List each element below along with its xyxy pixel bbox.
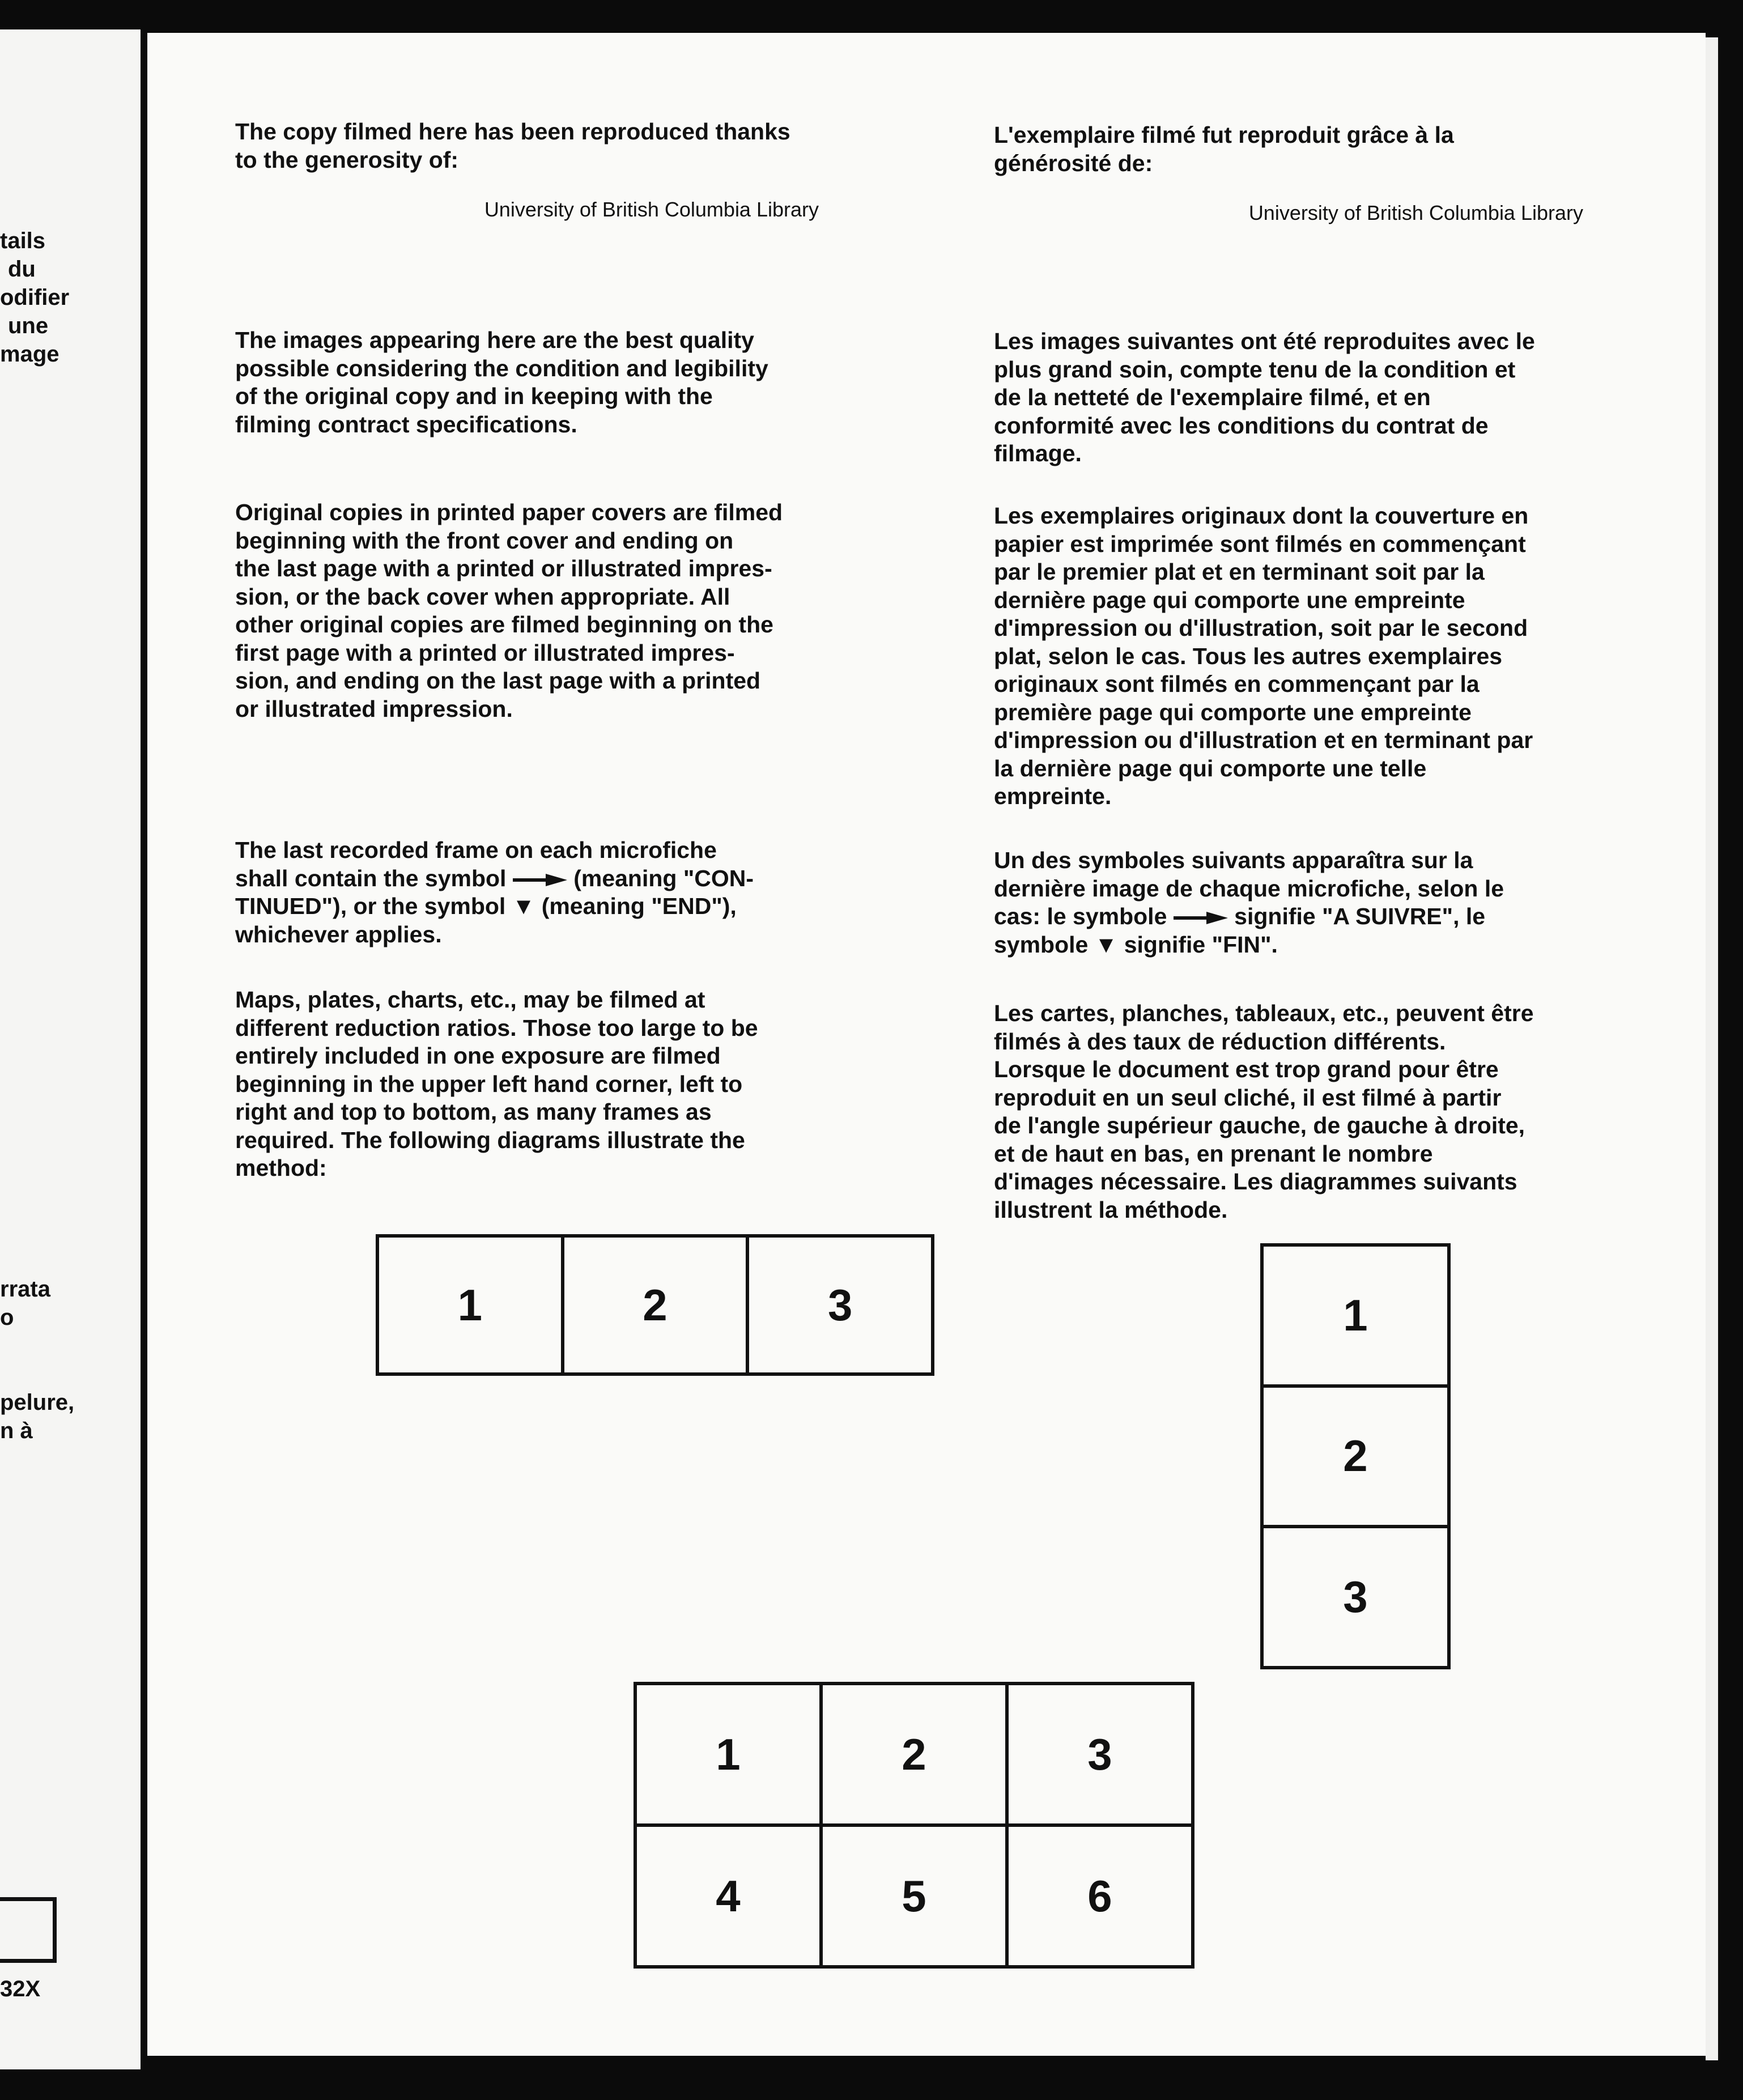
maps-paragraph-fr: Les cartes, planches, tableaux, etc., peuvent être filmés à des taux de réduction différents. Lorsque le document est trop grand pour être reproduit en un seul cliché, il est filmé à partir de l'angle supérieur gauche, de gauche à droite, et de haut en bas, en prenant le nombre d'images nécessaire. Les diagrammes suivants illustrent la méthode. xyxy=(994,1000,1534,1223)
credit-intro-fr: L'exemplaire filmé fut reproduit grâce à la générosité de: xyxy=(994,122,1454,176)
maps-paragraph-en: Maps, plates, charts, etc., may be filmed at different reduction ratios. Those too large to be entirely included in one exposure are filmed beginning in the upper left hand corner, left to right and top to bottom, as many frames as required. The following diagrams illustrate the method: xyxy=(235,987,758,1181)
vertical-frames-diagram xyxy=(1260,1243,1451,1669)
symbols-text-fr-1: Un des symboles suivants apparaîtra sur la dernière image de chaque microfiche, selon le cas: le symbole xyxy=(994,847,1504,929)
horizontal-frames-diagram xyxy=(376,1234,934,1376)
continued-arrow-icon xyxy=(513,874,567,886)
prev-fragment: du xyxy=(8,257,36,282)
prev-page-reduction-label: 32X xyxy=(0,1976,41,2001)
frame-cell: 3 xyxy=(1007,1684,1193,1825)
frame-cell: 2 xyxy=(1262,1386,1449,1527)
frame-cell: 2 xyxy=(821,1684,1007,1825)
frame-cell: 1 xyxy=(635,1684,821,1825)
frame-cell: 1 xyxy=(1262,1245,1449,1386)
end-triangle-icon: ▼ xyxy=(1094,931,1118,958)
grid-frames-diagram xyxy=(634,1682,1194,1969)
prev-fragment: n à xyxy=(0,1418,33,1443)
symbols-text-fr-2: signifie "A SUIVRE", le symbole xyxy=(994,903,1486,958)
library-name-en: University of British Columbia Library xyxy=(484,198,819,221)
continued-arrow-icon xyxy=(1174,912,1228,924)
prev-fragment: rrata xyxy=(0,1277,50,1302)
prev-fragment: pelure, xyxy=(0,1390,75,1415)
quality-paragraph-en: The images appearing here are the best quality possible considering the condition and legibility of the original copy and in keeping with the filming contract specifications. xyxy=(235,327,768,437)
symbols-text-en-1: The last recorded frame on each microfiche shall contain the symbol xyxy=(235,837,717,891)
symbols-paragraph-en xyxy=(235,836,887,949)
frame-cell: 1 xyxy=(377,1236,563,1374)
symbols-text-en-3: (meaning "END"), whichever applies. xyxy=(235,893,737,947)
quality-paragraph-fr: Les images suivantes ont été reproduites avec le plus grand soin, compte tenu de la condition et de la netteté de l'exemplaire filmé, et en conformité avec les conditions du contrat de filmage. xyxy=(994,328,1535,466)
microfiche-target-page xyxy=(147,33,1706,2056)
prev-page-box xyxy=(0,1897,57,1963)
symbols-text-fr-3: signifie "FIN". xyxy=(1117,931,1278,958)
symbols-paragraph-fr xyxy=(994,847,1646,959)
prev-fragment: une xyxy=(8,313,49,338)
frame-cell: 3 xyxy=(747,1236,933,1374)
symbols-text-en-2: (meaning "CON- TINUED"), or the symbol xyxy=(235,865,754,919)
credit-intro-en: The copy filmed here has been reproduced thanks to the generosity of: xyxy=(235,118,790,173)
prev-fragment: tails xyxy=(0,228,46,253)
next-page-edge xyxy=(1706,37,1718,2060)
prev-fragment: o xyxy=(0,1305,14,1330)
library-name-fr: University of British Columbia Library xyxy=(1248,201,1583,224)
frame-cell: 3 xyxy=(1262,1527,1449,1668)
originals-paragraph-en: Original copies in printed paper covers are filmed beginning with the front cover and ending on the last page with a printed or illustrated impres- sion, or the back cover when appropriate. All other original copies are filmed beginning on the first page with a printed or illustrated impres- sion, and ending on the last page with a printed or illustrated impression. xyxy=(235,499,783,722)
previous-page-edge xyxy=(0,29,141,2069)
frame-cell: 5 xyxy=(821,1825,1007,1967)
frame-cell: 2 xyxy=(563,1236,748,1374)
prev-fragment: mage xyxy=(0,342,59,367)
end-triangle-icon: ▼ xyxy=(512,893,535,919)
frame-cell: 6 xyxy=(1007,1825,1193,1967)
originals-paragraph-fr: Les exemplaires originaux dont la couverture en papier est imprimée sont filmés en commençant par le premier plat et en terminant soit par la dernière page qui comporte une empreinte d'impression ou d'illustration, soit par le second plat, selon le cas. Tous les autres exemplaires originaux sont filmés en commençant par la première page qui comporte une empreinte d'impression ou d'illustration et en terminant par la dernière page qui comporte une telle empreinte. xyxy=(994,503,1533,809)
frame-cell: 4 xyxy=(635,1825,821,1967)
prev-fragment: odifier xyxy=(0,285,70,310)
